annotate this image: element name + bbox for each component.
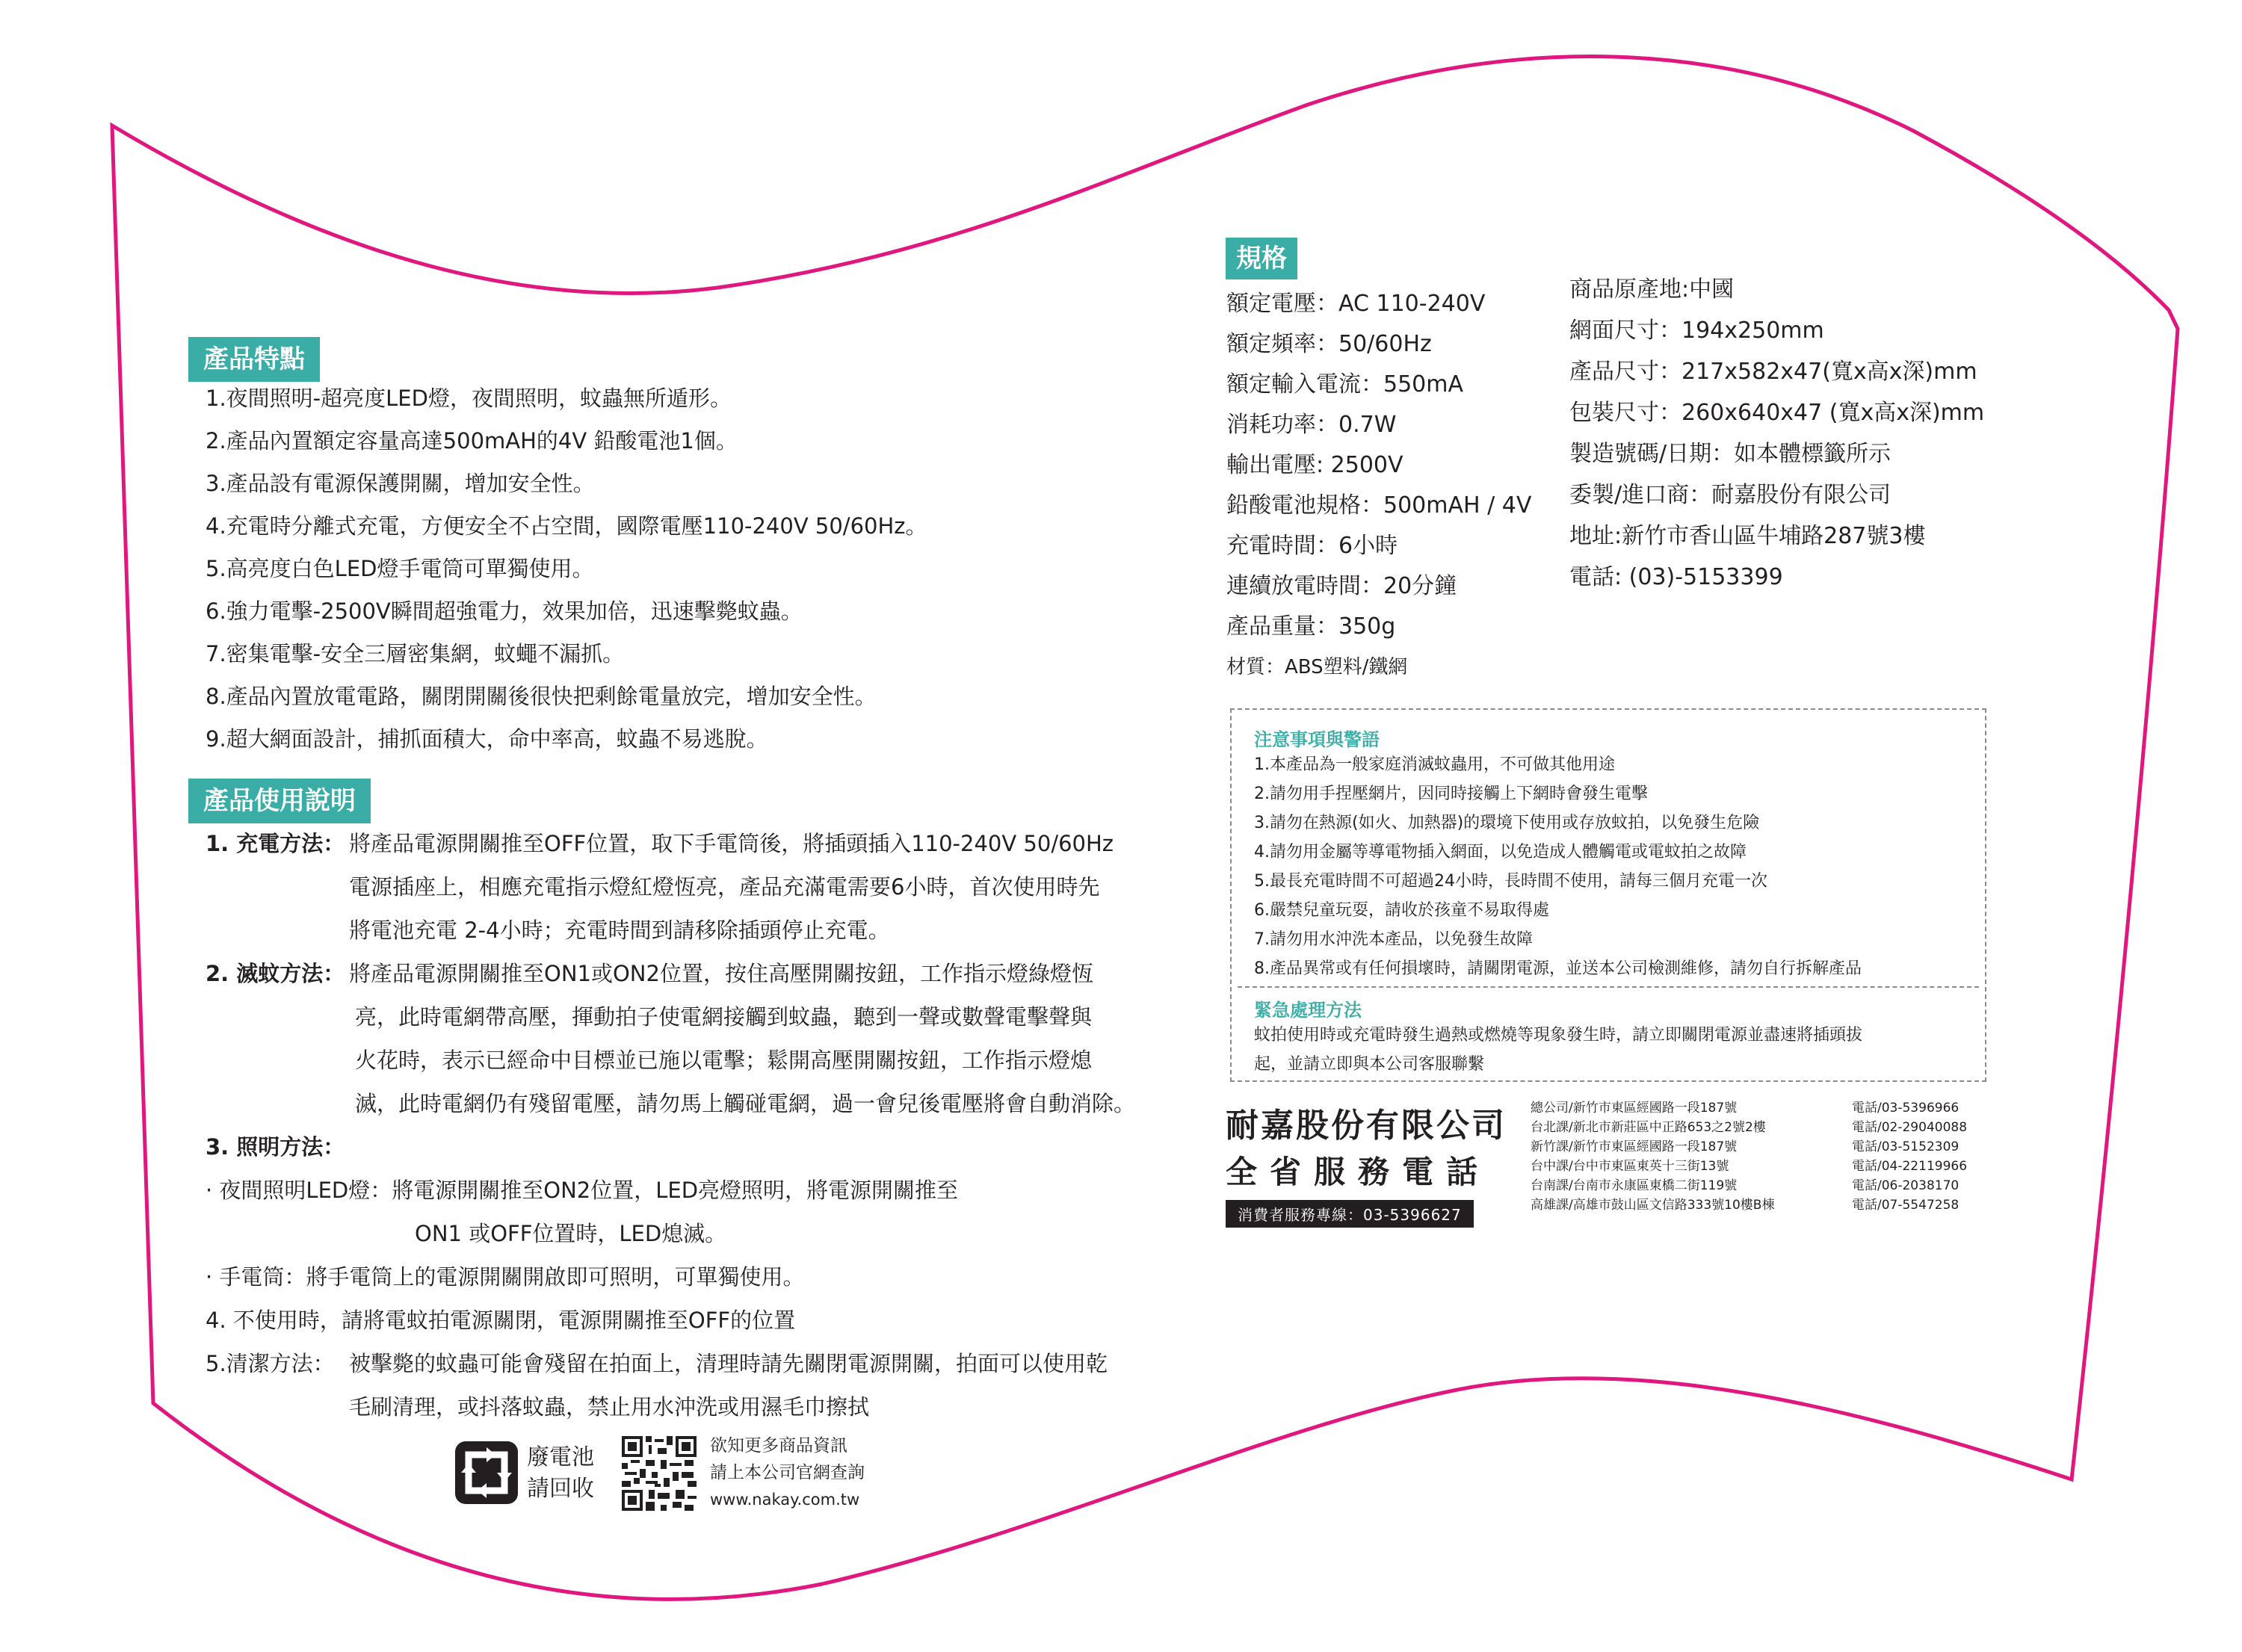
branch-phone: 電話/06-2038170: [1852, 1178, 1960, 1193]
spec-item: 製造號碼/日期：如本體標籤所示: [1569, 441, 1892, 467]
kill-label: 2. 滅蚊方法：: [206, 961, 345, 986]
charge-line: 電源插座上，相應充電指示燈紅燈恆亮，產品充滿電需要6小時，首次使用時先: [349, 874, 1100, 900]
list-item: 8.產品異常或有任何損壞時，請關閉電源，並送本公司檢測維修，請勿自行拆解產品: [1254, 959, 1862, 978]
charge-label: 1. 充電方法：: [206, 831, 345, 856]
kill-line: 亮，此時電網帶高壓，揮動拍子使電網接觸到蚊蟲，聽到一聲或數聲電擊聲與: [355, 1004, 1093, 1030]
list-item: 2.產品內置額定容量高達500mAH的4V 鉛酸電池1個。: [206, 428, 738, 454]
specs-left: [1226, 284, 1531, 687]
company-block: [1226, 1098, 1507, 1228]
branch-list: [1531, 1098, 1994, 1215]
branch-address: 高雄課/高雄市鼓山區文信路333號10樓B棟: [1531, 1198, 1775, 1213]
list-item: 5.高亮度白色LED燈手電筒可單獨使用。: [206, 556, 594, 581]
spec-item: 產品尺寸：217x582x47(寬x高x深)mm: [1569, 359, 1977, 385]
spec-item: 材質：ABS塑料/鐵網: [1226, 656, 1408, 678]
branch-phone: 電話/04-22119966: [1852, 1159, 1968, 1174]
branch-phone: 電話/07-5547258: [1852, 1198, 1960, 1213]
spec-item: 委製/進口商：耐嘉股份有限公司: [1569, 482, 1892, 508]
branch-address: 台南課/台南市永康區東橋二街119號: [1531, 1178, 1738, 1193]
website-info: [710, 1432, 865, 1513]
company-name: 耐嘉股份有限公司: [1226, 1107, 1507, 1145]
website-link[interactable]: www.nakay.com.tw: [710, 1491, 860, 1509]
recycle-text: [527, 1442, 594, 1505]
notice-title: 注意事項與警語: [1254, 729, 1380, 750]
branch-address: 總公司/新竹市東區經國路一段187號: [1531, 1101, 1738, 1116]
branch-phone: 電話/02-29040088: [1852, 1120, 1968, 1135]
spec-item: 輸出電壓: 2500V: [1226, 452, 1403, 478]
clean-line: 毛刷清理，或抖落蚊蟲，禁止用水沖洗或用濕毛巾擦拭: [349, 1394, 870, 1420]
spec-item: 網面尺寸：194x250mm: [1569, 318, 1824, 344]
charge-line: 將電池充電 2-4小時；充電時間到請移除插頭停止充電。: [349, 918, 890, 943]
spec-item: 消耗功率：0.7W: [1226, 412, 1397, 438]
kill-line: 火花時，表示已經命中目標並已施以電擊；鬆開高壓開關按鈕，工作指示燈熄: [355, 1048, 1093, 1073]
list-item: 2.請勿用手捏壓網片，因同時接觸上下網時會發生電擊: [1254, 785, 1648, 803]
light-night-line: · 夜間照明LED燈：將電源開關推至ON2位置，LED亮燈照明，將電源開關推至: [206, 1178, 959, 1203]
qr-code-icon: [622, 1436, 697, 1511]
features-list: [206, 377, 1214, 761]
list-item: 起，並請立即與本公司客服聯繫: [1254, 1055, 1485, 1074]
clean-label: 5.清潔方法：: [206, 1351, 335, 1376]
light-torch-line: · 手電筒：將手電筒上的電源開關開啟即可照明，可單獨使用。: [206, 1264, 805, 1290]
spec-item: 額定頻率：50/60Hz: [1226, 331, 1432, 357]
spec-item: 額定輸入電流：550mA: [1226, 371, 1464, 397]
recycle-line: 請回收: [527, 1476, 594, 1502]
service-title: 全省服務電話: [1226, 1154, 1491, 1190]
spec-item: 產品重量：350g: [1226, 613, 1396, 640]
specs-title: 規格: [1226, 238, 1297, 279]
branch-item: [1531, 1118, 1994, 1137]
hotline-badge: 消費者服務專線：03-5396627: [1226, 1200, 1474, 1228]
spec-item: 地址:新竹市香山區牛埔路287號3樓: [1569, 523, 1926, 549]
list-item: 4.充電時分離式充電，方便安全不占空間，國際電壓110-240V 50/60Hz。: [206, 513, 927, 539]
list-item: 6.強力電擊-2500V瞬間超強電力，效果加倍，迅速擊斃蚊蟲。: [206, 598, 803, 624]
list-item: 4.請勿用金屬等導電物插入網面，以免造成人體觸電或電蚊拍之故障: [1254, 843, 1747, 861]
specs-right: [1569, 269, 1984, 598]
branch-item: [1531, 1195, 1994, 1215]
idle-line: 4. 不使用時，請將電蚊拍電源關閉，電源開關推至OFF的位置: [206, 1308, 796, 1333]
features-title: 產品特點: [188, 337, 320, 382]
branch-item: [1531, 1176, 1994, 1195]
branch-address: 新竹課/新竹市東區經國路一段187號: [1531, 1139, 1738, 1154]
list-item: 1.夜間照明-超亮度LED燈，夜間照明，蚊蟲無所遁形。: [206, 386, 732, 411]
kill-line: 將產品電源開關推至ON1或ON2位置，按住高壓開關按鈕，工作指示燈綠燈恆: [349, 961, 1093, 986]
kill-line: 滅，此時電網仍有殘留電壓，請勿馬上觸碰電網，過一會兒後電壓將會自動消除。: [355, 1091, 1136, 1116]
list-item: 7.請勿用水沖洗本產品，以免發生故障: [1254, 930, 1533, 949]
clean-line: 被擊斃的蚊蟲可能會殘留在拍面上，清理時請先關閉電源開關，拍面可以使用乾: [349, 1351, 1108, 1376]
list-item: 1.本產品為一般家庭消滅蚊蟲用，不可做其他用途: [1254, 755, 1615, 774]
charge-line: 將產品電源開關推至OFF位置，取下手電筒後，將插頭插入110-240V 50/60Hz: [349, 831, 1114, 856]
spec-item: 額定電壓：AC 110-240V: [1226, 291, 1486, 317]
light-label: 3. 照明方法：: [206, 1134, 345, 1160]
spec-item: 電話: (03)-5153399: [1569, 564, 1783, 590]
notice-list: [1254, 750, 1862, 983]
list-item: 6.嚴禁兒童玩耍，請收於孩童不易取得處: [1254, 901, 1549, 920]
branch-item: [1531, 1098, 1994, 1118]
spec-item: 鉛酸電池規格：500mAH / 4V: [1226, 492, 1532, 519]
list-item: 3.請勿在熱源(如火、加熱器)的環境下使用或存放蚊拍，以免發生危險: [1254, 814, 1760, 832]
branch-address: 台中課/台中市東區東英十三街13號: [1531, 1159, 1729, 1174]
spec-item: 商品原產地:中國: [1569, 276, 1735, 303]
recycle-line: 廢電池: [527, 1444, 594, 1470]
usage-section: [206, 822, 1229, 1429]
list-item: 7.密集電擊-安全三層密集網，蚊蠅不漏抓。: [206, 641, 625, 666]
info-line: 欲知更多商品資訊: [710, 1436, 847, 1455]
spec-item: 包裝尺寸：260x640x47 (寬x高x深)mm: [1569, 400, 1985, 426]
list-item: 9.超大網面設計，捕抓面積大，命中率高，蚊蟲不易逃脫。: [206, 726, 768, 752]
info-line: 請上本公司官網查詢: [710, 1463, 865, 1482]
branch-item: [1531, 1157, 1994, 1176]
branch-phone: 電話/03-5396966: [1852, 1101, 1960, 1116]
light-night-line: ON1 或OFF位置時，LED熄滅。: [415, 1221, 727, 1246]
list-item: 5.最長充電時間不可超過24小時，長時間不使用，請每三個月充電一次: [1254, 872, 1767, 891]
branch-item: [1531, 1137, 1994, 1157]
divider: [1238, 986, 1979, 988]
spec-item: 充電時間：6小時: [1226, 533, 1398, 559]
emergency-text: [1254, 1021, 1862, 1079]
usage-title: 產品使用說明: [188, 779, 371, 823]
emergency-title: 緊急處理方法: [1254, 1000, 1362, 1021]
spec-item: 連續放電時間：20分鐘: [1226, 573, 1457, 599]
list-item: 蚊拍使用時或充電時發生過熱或燃燒等現象發生時，請立即關閉電源並盡速將插頭拔: [1254, 1026, 1863, 1045]
notice-box: [1230, 708, 1986, 1082]
list-item: 8.產品內置放電電路，關閉開關後很快把剩餘電量放完，增加安全性。: [206, 684, 877, 709]
branch-address: 台北課/新北市新莊區中正路653之2號2樓: [1531, 1120, 1766, 1135]
recycle-icon: [452, 1438, 521, 1507]
list-item: 3.產品設有電源保護開關，增加安全性。: [206, 471, 595, 496]
branch-phone: 電話/03-5152309: [1852, 1139, 1960, 1154]
